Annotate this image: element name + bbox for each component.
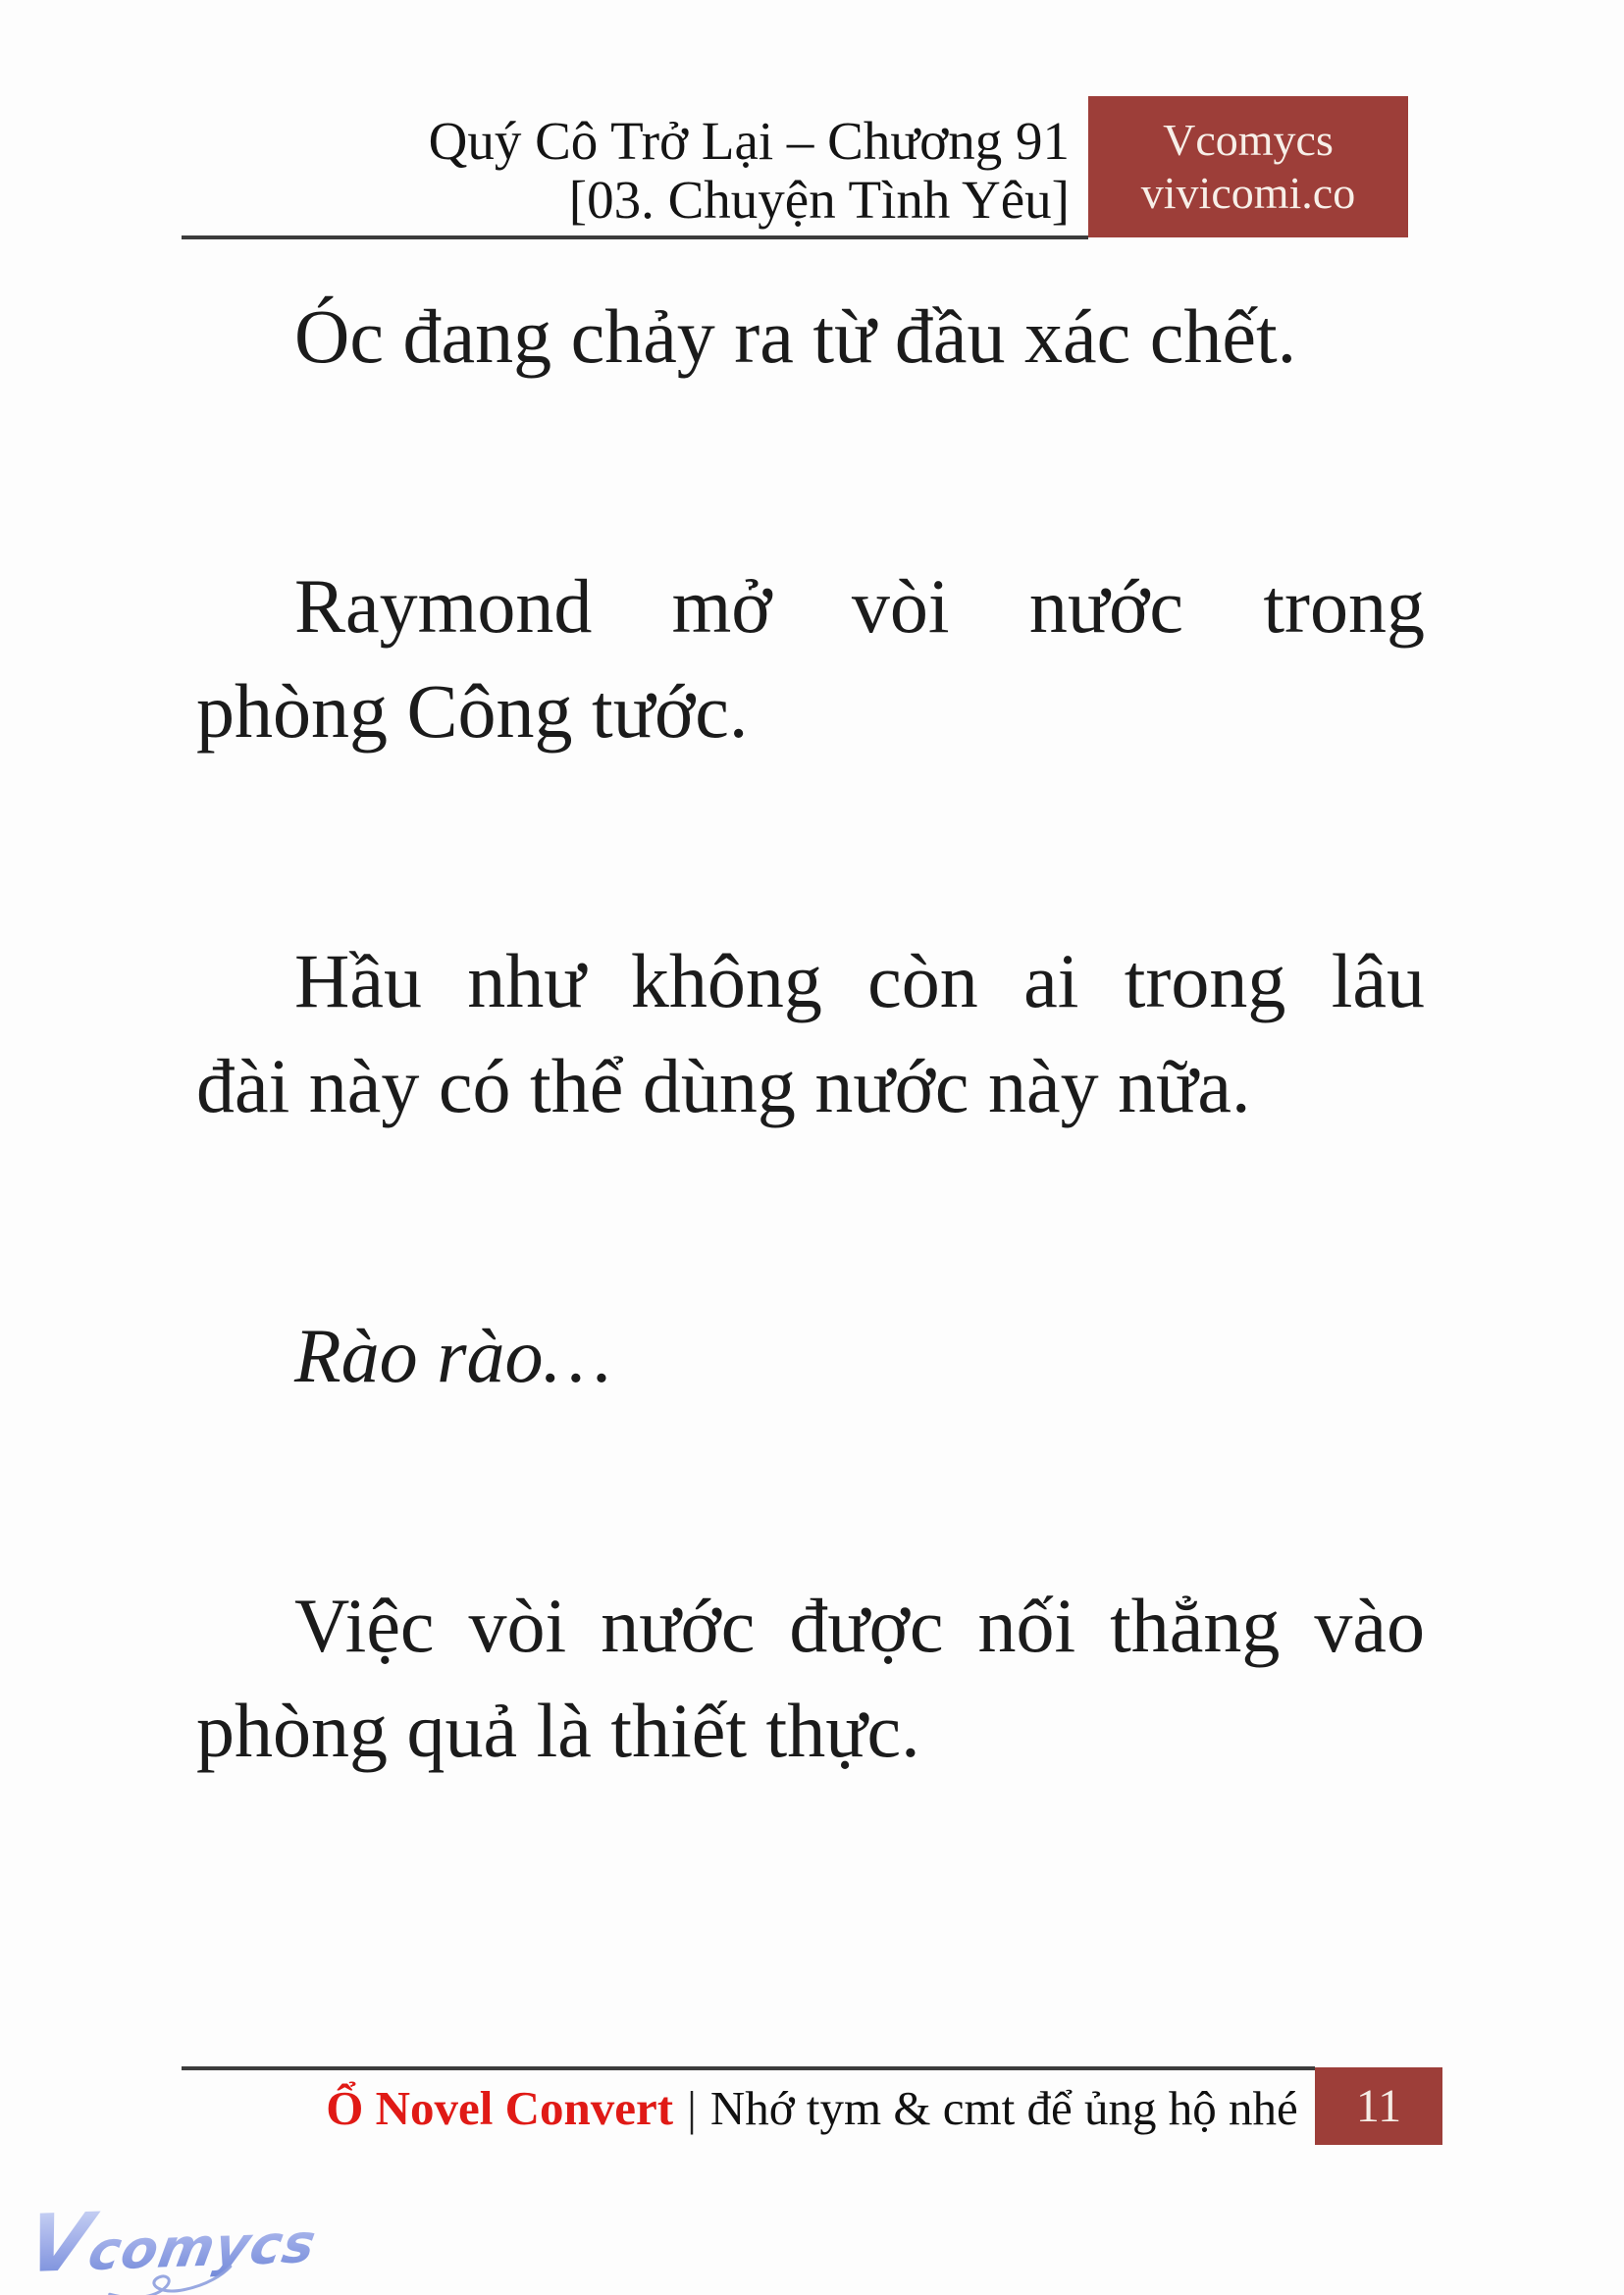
footer-brand-name: Ổ Novel Convert [326,2080,674,2135]
chapter-title-block [429,112,1070,230]
story-text [196,284,1425,1948]
paragraph-line: phòng Công tước. [196,668,749,754]
footer-credit [182,2070,1442,2145]
paragraph-line: đài này có thể dùng nước này nữa. [196,1043,1251,1128]
footer-separator: | [687,2080,697,2135]
paragraph-line: phòng quả là thiết thực. [196,1688,920,1773]
paragraph-line: Hầu như không còn ai trong lâu [294,938,1425,1023]
footer-support-note: Nhớ tym & cmt để ủng hộ nhé [709,2080,1298,2135]
badge-site-url: vivicomi.co [1140,168,1356,218]
paragraph-line: Raymond mở vòi nước trong [294,563,1425,649]
page-number: 11 [1355,2080,1402,2132]
paragraph-line: Việc vòi nước được nối thẳng vào [294,1583,1425,1668]
header-divider [182,235,1088,239]
translator-badge [1088,96,1408,237]
badge-site-name: Vcomycs [1163,115,1334,165]
watermark-swirl-icon [105,2263,273,2295]
paragraph-line: Óc đang chảy ra từ đầu xác chết. [294,293,1297,379]
watermark-text: Vcomycs [21,2201,323,2289]
chapter-title: Quý Cô Trở Lại – Chương 91 [428,111,1070,171]
vcomycs-watermark-logo [20,2196,322,2292]
page-number-badge [1315,2067,1442,2145]
paragraph-line: Rào rào… [294,1313,611,1398]
chapter-subtitle: [03. Chuyện Tình Yêu] [568,170,1070,230]
